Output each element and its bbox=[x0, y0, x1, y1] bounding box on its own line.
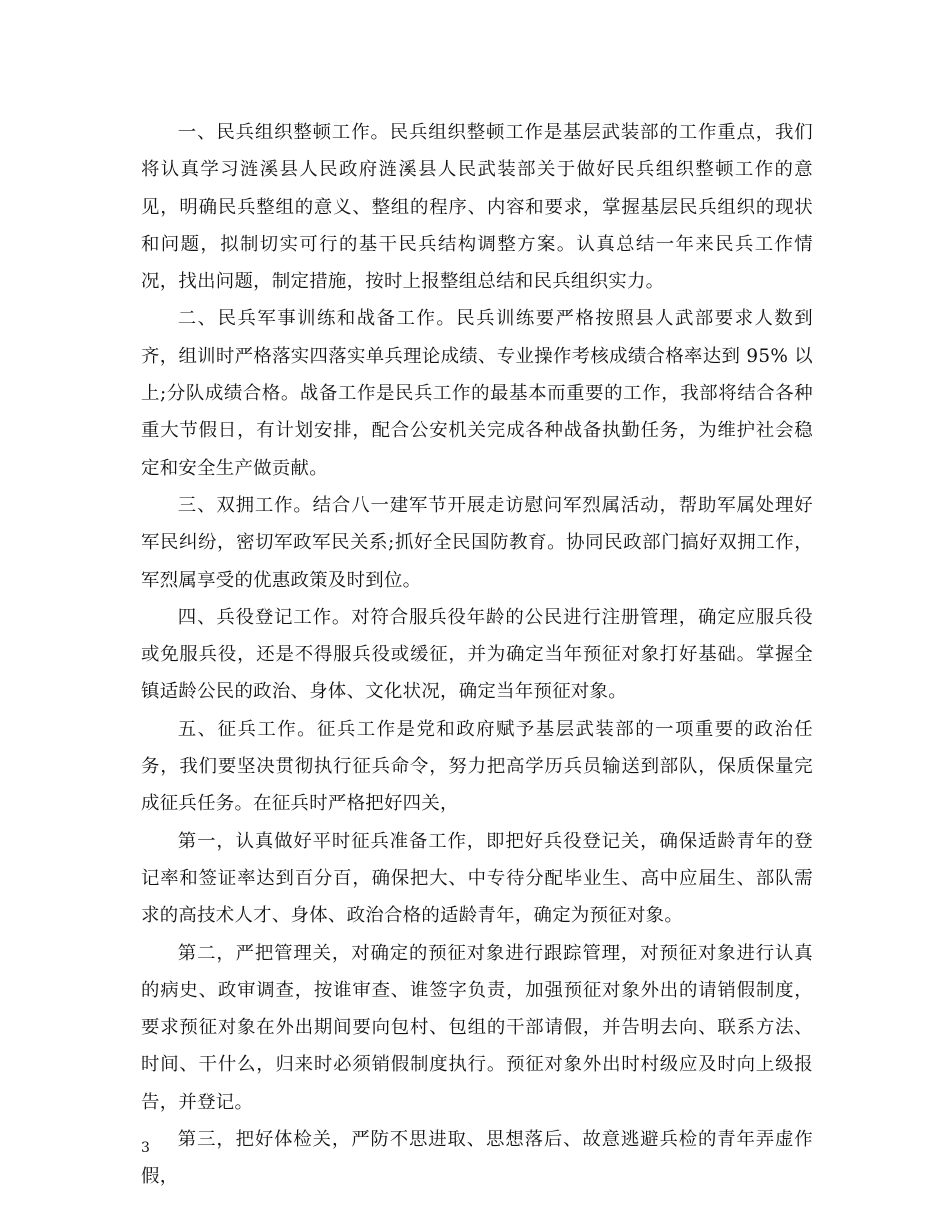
paragraph-conscription: 五、征兵工作。征兵工作是党和政府赋予基层武装部的一项重要的政治任务，我们要坚决贯彻执行征兵命令，努力把高学历兵员输送到部队，保质保量完成征兵任务。在征兵时严格把好四关， bbox=[141, 718, 813, 815]
paragraph-service-registration: 四、兵役登记工作。对符合服兵役年龄的公民进行注册管理，确定应服兵役或免服兵役，还是不得服兵役或缓征，并为确定当年预征对象打好基础。掌握全镇适龄公民的政治、身体、文化状况，确定当年预征对象。 bbox=[141, 606, 813, 703]
document-body bbox=[141, 114, 813, 1196]
paragraph-second-check: 第二，严把管理关，对确定的预征对象进行跟踪管理，对预征对象进行认真的病史、政审调查，按谁审查、谁签字负责，加强预征对象外出的请销假制度，要求预征对象在外出期间要向包村、包组的干部请假，并告明去向、联系方法、时间、干什么，归来时必须销假制度执行。预征对象外出时村级应及时向上级报告，并登记。 bbox=[141, 942, 813, 1113]
paragraph-military-training: 二、民兵军事训练和战备工作。民兵训练要严格按照县人武部要求人数到齐，组训时严格落实四落实单兵理论成绩、专业操作考核成绩合格率达到 95% 以上;分队成绩合格。战备工作是民兵工作的最基本而重要的工作，我部将结合各种重大节假日，有计划安排，配合公安机关完成各种战备执勤任务，为维护社会稳定和安全生产做贡献。 bbox=[141, 308, 813, 479]
page-number: 3 bbox=[141, 1140, 150, 1156]
paragraph-militia-reorganization: 一、民兵组织整顿工作。民兵组织整顿工作是基层武装部的工作重点，我们将认真学习涟溪县人民政府涟溪县人民武装部关于做好民兵组织整顿工作的意见，明确民兵整组的意义、整组的程序、内容和要求，掌握基层民兵组织的现状和问题，拟制切实可行的基干民兵结构调整方案。认真总结一年来民兵工作情况，找出问题，制定措施，按时上报整组总结和民兵组织实力。 bbox=[141, 122, 813, 293]
paragraph-third-check: 第三，把好体检关，严防不思进取、思想落后、故意逃避兵检的青年弄虚作假， bbox=[141, 1129, 813, 1188]
paragraph-double-support: 三、双拥工作。结合八一建军节开展走访慰问军烈属活动，帮助军属处理好军民纠纷，密切军政军民关系;抓好全民国防教育。协同民政部门搞好双拥工作，军烈属享受的优惠政策及时到位。 bbox=[141, 494, 813, 591]
paragraph-first-check: 第一，认真做好平时征兵准备工作，即把好兵役登记关，确保适龄青年的登记率和签证率达到百分百，确保把大、中专待分配毕业生、高中应届生、部队需求的高技术人才、身体、政治合格的适龄青年，确定为预征对象。 bbox=[141, 830, 813, 927]
